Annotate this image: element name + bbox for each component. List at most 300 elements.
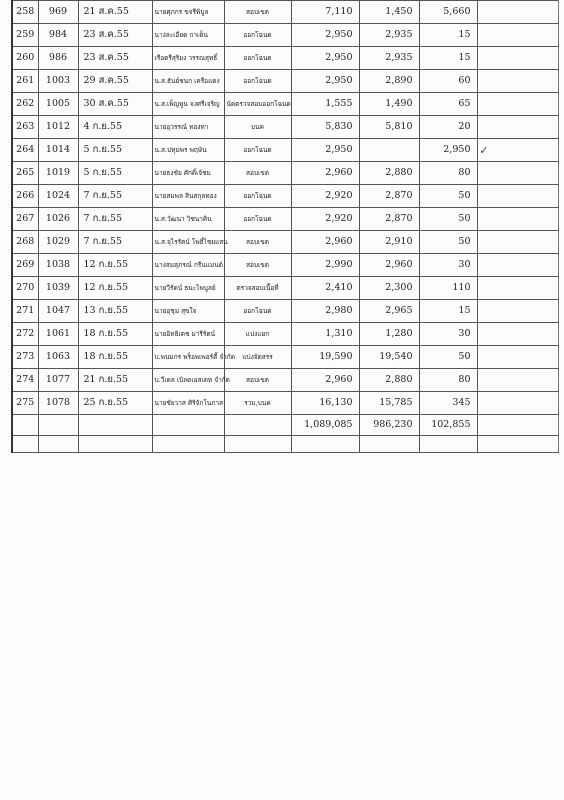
amount-cell-text: 2,950 [325,75,353,86]
date-cell [78,47,152,70]
applicant-name [152,70,224,93]
balance-cell [419,1,477,24]
amount-cell-text: 2,950 [325,144,353,155]
row-number-text: 259 [16,29,35,40]
row-number [12,369,38,392]
paid-cell-text: 2,935 [385,29,413,40]
date-cell-text: 7 ก.ย.55 [83,213,123,224]
date-cell [78,139,152,162]
table-row [12,47,558,70]
balance-cell-text: 15 [458,305,471,316]
service-type-text: ออกโฉนด [243,54,272,62]
applicant-name [152,185,224,208]
row-number [12,162,38,185]
row-number-text: 273 [16,351,35,362]
balance-cell [419,254,477,277]
service-type [224,300,291,323]
document-number [38,346,78,369]
remark-cell [477,254,558,277]
date-cell [78,93,152,116]
service-type-text: บนค [251,123,264,131]
service-type [224,1,291,24]
balance-cell-text: 50 [458,351,471,362]
balance-cell-text: 65 [458,98,471,109]
amount-cell [291,392,359,415]
total-type-cell [224,415,291,436]
row-number-text: 260 [16,52,35,63]
balance-cell [419,346,477,369]
document-number [38,185,78,208]
total-row [12,415,558,436]
amount-cell-text: 1,310 [325,328,353,339]
service-type-text: ตรวจสอบเนื้อที่ [236,284,279,292]
document-number [38,93,78,116]
table-row [12,208,558,231]
paid-cell-text: 5,810 [385,121,413,132]
balance-cell [419,24,477,47]
row-number-text: 262 [16,98,35,109]
table-row [12,139,558,162]
row-number-text: 261 [16,75,35,86]
balance-cell [419,231,477,254]
amount-cell-text: 2,980 [325,305,353,316]
amount-cell-text: 2,410 [325,282,353,293]
date-cell-text: 18 ก.ย.55 [83,328,129,339]
service-type-text: สอบเขต [246,261,269,269]
amount-cell-text: 5,830 [325,121,353,132]
date-cell [78,1,152,24]
date-cell-text: 5 ก.ย.55 [83,144,123,155]
amount-cell [291,231,359,254]
service-type-text: สอบเขต [246,169,269,177]
applicant-name-text: นายอุวรรณ์ ทองทา [154,123,209,131]
amount-cell-text: 2,920 [325,190,353,201]
row-number-text: 271 [16,305,35,316]
row-number-text: 267 [16,213,35,224]
row-number-text: 272 [16,328,35,339]
paid-cell [359,47,419,70]
amount-cell [291,185,359,208]
paid-cell [359,185,419,208]
applicant-name [152,231,228,254]
service-type [224,24,291,47]
document-number [38,369,78,392]
paid-cell-text: 2,880 [385,167,413,178]
row-number [12,185,38,208]
total-date-cell [78,415,152,436]
total-amount: 1,089,085 [291,415,359,436]
amount-cell-text: 19,590 [319,351,353,362]
balance-cell-text: 30 [458,328,471,339]
applicant-name-text: นายศุภกร ขจรีพิบูล [154,8,209,16]
amount-cell [291,162,359,185]
row-number-text: 269 [16,259,35,270]
document-number [38,47,78,70]
document-number [38,70,78,93]
applicant-name [152,1,224,24]
remark-cell [477,47,558,70]
row-number-text: 258 [16,6,35,17]
table-row [12,346,558,369]
applicant-name [152,208,224,231]
balance-cell [419,116,477,139]
document-number-text: 1061 [45,328,71,339]
row-number [12,392,38,415]
paid-cell [359,300,419,323]
applicant-name [152,47,224,70]
remark-cell [477,231,558,254]
service-type [224,392,291,415]
date-cell [78,323,152,346]
row-number [12,70,38,93]
paid-cell-text: 2,935 [385,52,413,63]
blank-cell [359,436,419,453]
service-type-text: แบ่งจัดสรร [242,353,273,361]
ledger-table [11,0,559,453]
row-number [12,1,38,24]
row-number [12,47,38,70]
balance-cell-text: 15 [458,52,471,63]
applicant-name [152,392,224,415]
balance-cell-text: 345 [452,397,471,408]
service-type [224,369,291,392]
document-number-text: 1063 [45,351,71,362]
document-number-text: 969 [48,6,68,17]
service-type-text: สอบเขต [246,8,269,16]
remark-cell [477,116,558,139]
balance-cell-text: 50 [458,213,471,224]
amount-cell [291,369,359,392]
paid-cell [359,254,419,277]
blank-cell [152,436,224,453]
paid-cell [359,346,419,369]
applicant-name-text: นายสมพล สินสกุลทอง [154,192,217,200]
service-type [224,139,291,162]
document-number [38,162,78,185]
amount-cell-text: 2,960 [325,167,353,178]
amount-cell-text: 16,130 [319,397,353,408]
amount-cell-text: 2,920 [325,213,353,224]
ledger-body [12,1,558,453]
paid-cell [359,139,419,162]
balance-cell [419,185,477,208]
date-cell-text: 29 ส.ค.55 [83,75,129,86]
date-cell-text: 7 ก.ย.55 [83,236,123,247]
paid-cell [359,369,419,392]
applicant-name-text: นางสมสุภรณ์ กรีนแมนต์ [154,261,223,269]
date-cell [78,392,152,415]
applicant-name [152,162,224,185]
date-cell-text: 21 ก.ย.55 [83,374,129,385]
row-number [12,231,38,254]
date-cell [78,185,152,208]
blank-cell [477,436,558,453]
amount-cell [291,93,359,116]
paid-cell-text: 2,870 [385,213,413,224]
date-cell-text: 5 ก.ย.55 [83,167,123,178]
balance-cell [419,300,477,323]
balance-cell [419,139,489,162]
table-row [12,277,558,300]
document-number-text: 1026 [45,213,71,224]
date-cell [78,162,152,185]
total-name-cell [152,415,224,436]
balance-cell-text: 80 [458,167,471,178]
applicant-name-text: นายชัยวาส ศิริจักโนภาส [154,399,224,407]
row-number [12,93,38,116]
service-type [224,70,291,93]
document-number-text: 1038 [45,259,71,270]
paid-cell [359,208,419,231]
balance-cell-text: 30 [458,259,471,270]
balance-cell [419,93,477,116]
balance-cell [419,70,477,93]
date-cell-text: 18 ก.ย.55 [83,351,129,362]
applicant-name-text: น.ส.เพ็ญพูน จงศรีเจริญ [154,100,220,108]
date-cell [78,208,152,231]
applicant-name [152,254,224,277]
document-number [38,277,78,300]
amount-cell [291,254,359,277]
amount-cell [291,1,359,24]
service-type [224,208,291,231]
remark-cell [477,162,558,185]
document-number-text: 986 [48,52,68,63]
applicant-name [152,116,224,139]
applicant-name-text: นายอิทธิเดช มารีรัตน์ [154,330,216,338]
service-type-text: นัดตรวจสอบออกโฉนด [226,100,291,108]
paid-cell-text: 15,785 [379,397,413,408]
row-number-text: 265 [16,167,35,178]
balance-cell-text: 20 [458,121,471,132]
amount-cell [291,323,359,346]
date-cell [78,346,152,369]
date-cell-text: 30 ส.ค.55 [83,98,129,109]
amount-cell [291,70,359,93]
remark-cell [477,300,558,323]
applicant-name-text: นายวีรัตน์ ธนะไพบูลย์ [154,284,216,292]
date-cell-text: 13 ก.ย.55 [83,305,129,316]
remark-cell [477,24,558,47]
remark-cell [477,392,558,415]
service-type-text: ออกโฉนด [243,77,272,85]
date-cell-text: 21 ส.ค.55 [83,6,129,17]
balance-cell-text: 50 [458,236,471,247]
row-number [12,346,38,369]
service-type-text: ออกโฉนด [243,31,272,39]
row-number [12,116,38,139]
amount-cell [291,47,359,70]
total-no-cell [12,415,38,436]
remark-cell [477,185,558,208]
paid-cell [359,93,419,116]
total-balance: 102,855 [419,415,477,436]
document-number [38,208,78,231]
applicant-name [152,346,235,369]
row-number-text: 264 [16,144,35,155]
applicant-name-text: นายธงชัย ศักดิ์เจ้ชม [154,169,211,177]
blank-cell [291,436,359,453]
service-type-text: สอบเขต [246,376,269,384]
table-row [12,392,558,415]
date-cell-text: 12 ก.ย.55 [83,259,129,270]
document-number-text: 1047 [45,305,71,316]
service-type-text: สอบเขต [246,238,269,246]
service-type [224,231,291,254]
document-number [38,254,78,277]
document-number [38,300,78,323]
blank-cell [419,436,477,453]
amount-cell-text: 7,110 [325,6,353,17]
applicant-name-text: เรือตรีสุริยง วรรณสุทธิ์ [154,54,218,62]
document-number [38,116,78,139]
table-row [12,300,558,323]
date-cell-text: 4 ก.ย.55 [83,121,123,132]
table-row [12,254,558,277]
balance-cell-text: 60 [458,75,471,86]
document-number [38,139,78,162]
applicant-name [152,369,230,392]
remark-cell [477,93,558,116]
applicant-name [152,93,224,116]
row-number-text: 275 [16,397,35,408]
amount-cell [291,300,359,323]
paid-cell-text: 2,890 [385,75,413,86]
amount-cell-text: 2,960 [325,236,353,247]
service-type [224,277,291,300]
balance-cell-text: 50 [458,190,471,201]
remark-cell [477,1,558,24]
applicant-name [152,300,224,323]
service-type [224,185,291,208]
table-row [12,323,558,346]
applicant-name [152,277,224,300]
total-paid: 986,230 [359,415,419,436]
document-number-text: 1012 [45,121,71,132]
document-number-text: 1029 [45,236,71,247]
balance-cell [419,369,477,392]
amount-cell [291,346,359,369]
amount-cell-text: 2,950 [325,29,353,40]
table-row [12,162,558,185]
balance-cell-text: 80 [458,374,471,385]
balance-cell-text: 5,660 [443,6,471,17]
paid-cell [359,231,419,254]
balance-cell-text: 2,950 [443,144,471,155]
date-cell [78,24,152,47]
table-row [12,24,558,47]
applicant-name [152,24,224,47]
document-number [38,231,78,254]
row-number [12,323,38,346]
date-cell [78,300,152,323]
applicant-name-text: นายอุชุม สุขใจ [154,307,197,315]
service-type [224,323,291,346]
paid-cell-text: 2,870 [385,190,413,201]
balance-cell-text: 110 [452,282,471,293]
amount-cell [291,277,359,300]
document-number-text: 1077 [45,374,71,385]
service-type-text: ออกโฉนด [243,307,272,315]
amount-cell-text: 2,950 [325,52,353,63]
paid-cell-text: 1,450 [385,6,413,17]
document-number-text: 1039 [45,282,71,293]
row-number [12,139,38,162]
amount-cell [291,208,359,231]
paid-cell [359,1,419,24]
blank-cell [78,436,152,453]
applicant-name-text: นางละเอียด กาเด็น [154,31,208,39]
applicant-name-text: บ.วีเดล เบิลดเอสเตท จำกัด [154,376,230,384]
row-number [12,277,38,300]
amount-cell [291,116,359,139]
row-number-text: 263 [16,121,35,132]
paid-cell [359,277,419,300]
blank-cell [12,436,38,453]
remark-cell [477,346,558,369]
service-type-text: แบ่งแยก [245,330,270,338]
paid-cell [359,70,419,93]
paid-cell [359,392,419,415]
date-cell [78,231,152,254]
date-cell-text: 23 ส.ค.55 [83,29,129,40]
document-number-text: 1003 [45,75,71,86]
balance-cell [419,277,477,300]
row-number [12,24,38,47]
row-number-text: 274 [16,374,35,385]
blank-cell [38,436,78,453]
document-number [38,392,78,415]
row-number [12,208,38,231]
paid-cell [359,323,419,346]
table-row [12,70,558,93]
service-type [224,47,291,70]
document-number-text: 984 [48,29,68,40]
date-cell [78,369,152,392]
paid-cell-text: 1,280 [385,328,413,339]
table-row [12,116,558,139]
paid-cell-text: 2,965 [385,305,413,316]
document-number-text: 1078 [45,397,71,408]
service-type-text: รวม,บนค [244,399,271,407]
applicant-name-text: น.ส.จุไรรัตน์ โพธิ์ไชยแสน [154,238,228,246]
date-cell-text: 12 ก.ย.55 [83,282,129,293]
document-number [38,24,78,47]
balance-cell [419,162,477,185]
paid-cell-text: 2,300 [385,282,413,293]
applicant-name-text: น.ส.ปทุมพร พฤษัน [154,146,207,154]
document-number-text: 1014 [45,144,71,155]
blank-cell [224,436,291,453]
check-mark-icon: ✓ [479,144,489,157]
balance-cell [419,47,477,70]
document-number-text: 1019 [45,167,71,178]
paid-cell [359,24,419,47]
date-cell-text: 25 ก.ย.55 [83,397,129,408]
document-number [38,1,78,24]
total-remark-cell [477,415,558,436]
date-cell [78,254,152,277]
service-type-text: ออกโฉนด [243,192,272,200]
balance-cell [419,323,477,346]
paid-cell-text: 2,910 [385,236,413,247]
total-doc-cell [38,415,78,436]
document-number-text: 1005 [45,98,71,109]
table-row [12,185,558,208]
service-type [224,254,291,277]
service-type-text: ออกโฉนด [243,146,272,154]
table-row [12,93,558,116]
